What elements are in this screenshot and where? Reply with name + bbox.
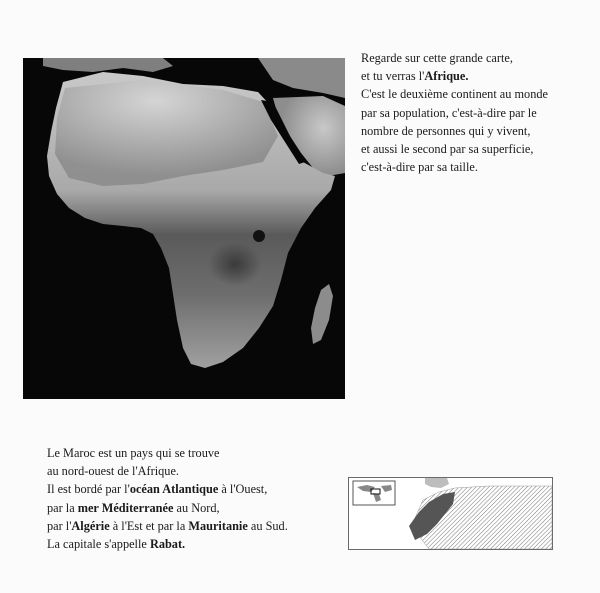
intro-line: Regarde sur cette grande carte, [361, 51, 513, 65]
middle-east-landmass [258, 58, 345, 98]
morocco-bold-term: Mauritanie [188, 518, 248, 533]
intro-line: et tu verras l'Afrique. [361, 69, 469, 84]
morocco-line: au nord-ouest de l'Afrique. [47, 464, 179, 479]
intro-line: nombre de personnes qui y vivent, [361, 123, 531, 138]
morocco-bold-term: Algérie [71, 518, 110, 533]
lake-victoria [253, 230, 265, 242]
intro-line: C'est le deuxième continent au monde [361, 87, 548, 102]
morocco-line: La capitale s'appelle Rabat. [47, 537, 186, 552]
africa-satellite-image [23, 58, 345, 399]
intro-line: c'est-à-dire par sa taille. [361, 160, 478, 175]
morocco-line: par la mer Méditerranée au Nord, [47, 500, 220, 515]
madagascar [311, 284, 333, 344]
congo-basin [163, 206, 283, 306]
intro-bold-term: Afrique. [424, 69, 469, 84]
locator-map-svg [349, 478, 552, 549]
intro-line: et aussi le second par sa superficie, [361, 142, 534, 157]
africa-satellite-svg [23, 58, 345, 399]
morocco-line: Le Maroc est un pays qui se trouve [47, 446, 220, 460]
intro-paragraph [361, 49, 593, 176]
morocco-paragraph [47, 444, 347, 553]
morocco-bold-term: océan Atlantique [129, 482, 219, 497]
intro-line: par sa population, c'est-à-dire par le [361, 105, 537, 120]
morocco-locator-map [348, 477, 553, 550]
spain-shape [425, 478, 449, 488]
morocco-bold-term: mer Méditerranée [77, 500, 174, 515]
europe-landmass [43, 58, 173, 72]
world-inset [353, 481, 395, 505]
morocco-line: par l'Algérie à l'Est et par la Mauritanie au Sud. [47, 518, 288, 533]
morocco-bold-term: Rabat. [149, 537, 186, 552]
morocco-line: Il est bordé par l'océan Atlantique à l'Ouest, [47, 482, 268, 497]
